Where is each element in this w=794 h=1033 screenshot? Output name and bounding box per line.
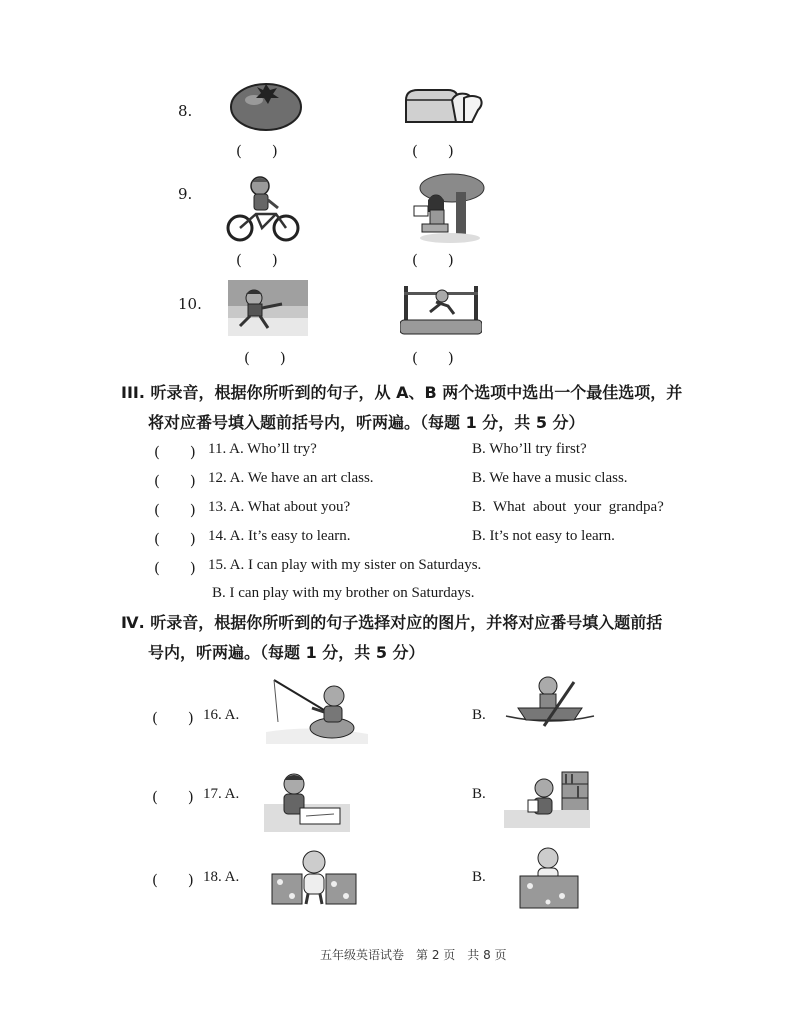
q15-option-a: 15. A. I can play with my sister on Saturdays. <box>208 557 482 573</box>
q10-paren-a[interactable]: ( ) <box>244 349 286 367</box>
q18-paren[interactable]: ( ) <box>152 871 194 889</box>
q8-paren-b[interactable]: ( ) <box>412 142 454 160</box>
q15-paren[interactable]: ( ) <box>154 559 196 577</box>
q8-paren-a[interactable]: ( ) <box>236 142 278 160</box>
q12-paren[interactable]: ( ) <box>154 472 196 490</box>
q14-option-b: B. It’s not easy to learn. <box>472 528 615 544</box>
baby-between-boxes-icon <box>270 848 358 906</box>
q8-number: 8. <box>178 102 193 120</box>
q17-paren[interactable]: ( ) <box>152 788 194 806</box>
q12-option-a: 12. A. We have an art class. <box>208 470 374 486</box>
q17-label-b: B. <box>472 786 486 802</box>
boy-high-jump-icon <box>400 284 482 336</box>
part3-heading-line1: III. 听录音，根据你所听到的句子，从 A、B 两个选项中选出一个最佳选项，并 <box>121 383 683 402</box>
boy-riding-bike-icon <box>226 174 300 244</box>
q9-paren-b[interactable]: ( ) <box>412 251 454 269</box>
boy-reading-bookshelf-icon <box>504 770 590 828</box>
part4-heading-line1: Ⅳ. 听录音，根据你所听到的句子选择对应的图片，并将对应番号填入题前括 <box>121 613 663 632</box>
baby-on-box-icon <box>518 846 580 910</box>
q10-paren-b[interactable]: ( ) <box>412 349 454 367</box>
q11-option-a: 11. A. Who’ll try? <box>208 441 317 457</box>
q18-label-a: 18. A. <box>203 869 240 885</box>
q11-paren[interactable]: ( ) <box>154 443 196 461</box>
bread-icon <box>402 86 486 126</box>
q14-option-a: 14. A. It’s easy to learn. <box>208 528 351 544</box>
q11-option-b: B. Who’ll try first? <box>472 441 587 457</box>
q10-number: 10. <box>178 295 202 313</box>
boy-fishing-icon <box>264 676 370 744</box>
q15-option-b: B. I can play with my brother on Saturdays. <box>212 585 475 601</box>
q12-option-b: B. We have a music class. <box>472 470 628 486</box>
boy-drawing-icon <box>264 770 350 832</box>
q13-paren[interactable]: ( ) <box>154 501 196 519</box>
tomato-icon <box>228 78 304 132</box>
q14-paren[interactable]: ( ) <box>154 530 196 548</box>
boy-jumping-icon <box>228 280 308 336</box>
boy-rowing-boat-icon <box>504 674 596 730</box>
q13-option-a: 13. A. What about you? <box>208 499 351 515</box>
q13-option-b: B. What about your grandpa? <box>472 499 664 515</box>
q17-label-a: 17. A. <box>203 786 240 802</box>
q16-paren[interactable]: ( ) <box>152 709 194 727</box>
part4-heading-line2: 号内，听两遍。（每题 1 分，共 5 分） <box>148 643 425 662</box>
q16-label-b: B. <box>472 707 486 723</box>
q18-label-b: B. <box>472 869 486 885</box>
page-footer: 五年级英语试卷 第 2 页 共 8 页 <box>320 948 507 962</box>
girl-reading-under-tree-icon <box>404 172 486 244</box>
q9-number: 9. <box>178 185 193 203</box>
q16-label-a: 16. A. <box>203 707 240 723</box>
part3-heading-line2: 将对应番号填入题前括号内，听两遍。（每题 1 分，共 5 分） <box>148 413 585 432</box>
q9-paren-a[interactable]: ( ) <box>236 251 278 269</box>
